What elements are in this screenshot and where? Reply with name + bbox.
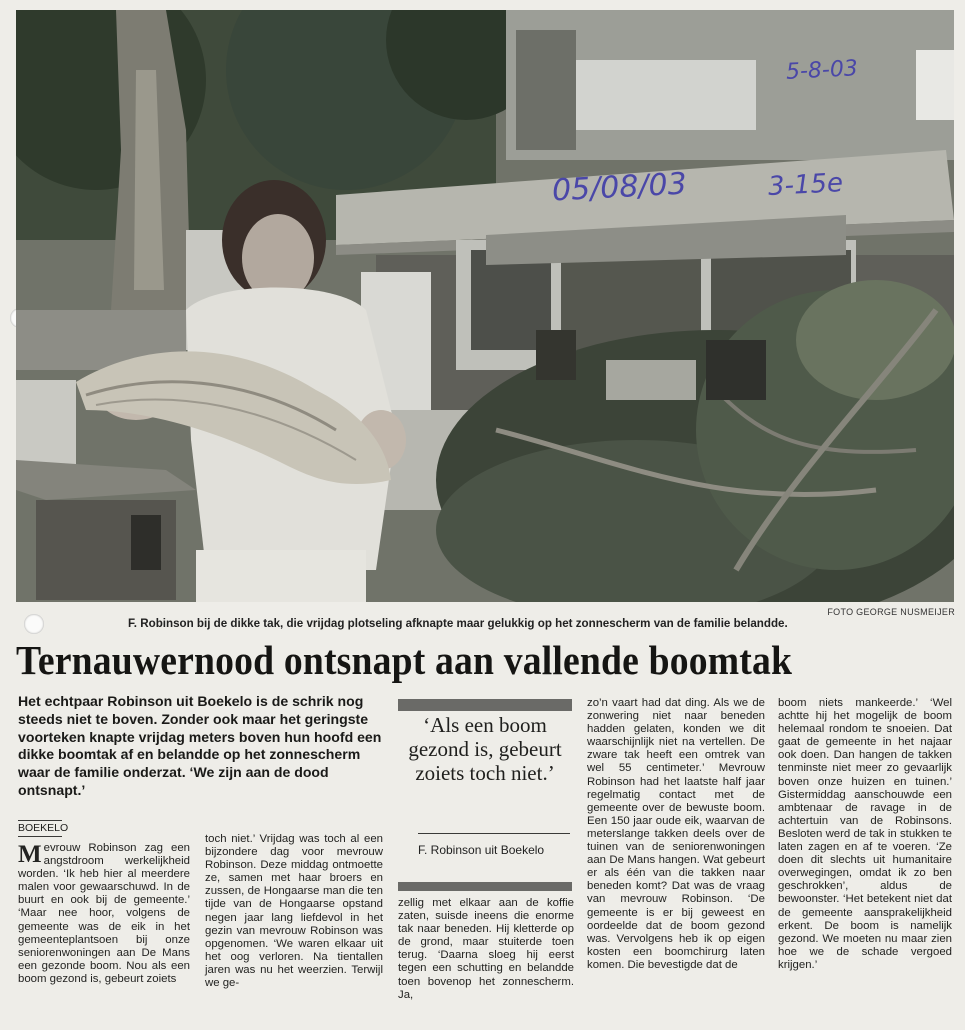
pull-quote-source: F. Robinson uit Boekelo — [418, 843, 545, 857]
article-column-2: toch niet.’ Vrijdag was toch al een bijzondere dag voor mevrouw Robinson. Deze middag ontmoette ze, samen met haar broers en zussen, de Hongaarse man die ten tijde van de Hongaarse opstand negen jaar lang liefdevol in het gezin van mevrouw Robinson was opgenomen. ‘We waren elkaar uit het oog verloren. Na tientallen jaren was nu het weerzien. Terwijl we ge- — [205, 833, 383, 990]
headline: Ternauwernood ontsnapt aan vallende boomtak — [16, 637, 793, 683]
quote-rule — [418, 833, 570, 834]
lead-paragraph: Het echtpaar Robinson uit Boekelo is de schrik nog steeds niet te boven. Zonder ook maar het geringste voorteken knapte vrijdag meters boven hun hoofd een dikke boomtak af en belandde op het zonnescherm waar de familie onderzat. ‘We zijn aan de dood ontsnapt.’ — [18, 693, 382, 798]
dateline: BOEKELO — [18, 822, 69, 834]
article-column-3: zellig met elkaar aan de koffie zaten, suisde ineens die enorme tak naar beneden. Hij kletterde op de grond, maar stuiterde toen terug. ‘Daarna sloeg hij eerst tegen een schutting en belandde toen bovenop het zonnescherm. Ja, — [398, 897, 574, 1001]
handwritten-date: 05/08/03 — [551, 166, 688, 209]
article-photo — [16, 10, 954, 602]
dateline-rule — [18, 820, 62, 821]
dateline-rule — [18, 836, 62, 837]
punch-hole — [24, 614, 44, 634]
handwritten-date-top: 5-8-03 — [785, 56, 859, 85]
article-column-1: Mevrouw Robinson zag een angstdroom werkelijkheid worden. ‘Ik heb hier al meerdere malen voor gewaarschuwd. In de buurt en ook bij de gemeente.’ ‘Maar nee hoor, volgens de gemeente was de eik in het gemeenteplantsoen bij onze seniorenwoningen aan De Mans een gezonde boom. Nou als een boom gezond is, gebeurt zoiets — [18, 841, 190, 985]
drop-cap: M — [18, 841, 42, 868]
handwritten-code: 3-15e — [767, 168, 844, 202]
article-column-5: boom niets mankeerde.’ ‘Wel achtte hij het mogelijk de boom helemaal rondom te snoeien. Dat gaat de gemeente in het najaar ook doen. Dan hangen de takken tenminste niet meer zo gevaarlijk boven onze huizen en tuinen.’ Gistermiddag aanschouwde een ambtenaar de ravage in de achtertuin van de Robinsons. Besloten werd de tak in stukken te laten zagen en af te voeren. ‘Ze doen dit slechts uit humanitaire overwegingen, omdat ik zo ben geschrokken’, aldus de bewoonster. ‘Het betekent niet dat de gemeente aansprakelijkheid erkent. De boom is namelijk gezond. We moeten nu maar zien hoe we de schade vergoed krijgen.’ — [778, 697, 952, 971]
quote-bar — [398, 699, 572, 711]
photo-caption: F. Robinson bij de dikke tak, die vrijdag plotseling afknapte maar gelukkig op het zonnescherm van de familie belandde. — [128, 617, 788, 630]
photo-credit: FOTO GEORGE NUSMEIJER — [827, 607, 955, 617]
quote-bar — [398, 882, 572, 891]
article-column-4: zo’n vaart had dat ding. Als we de zonwering niet naar beneden hadden gelaten, konden we dit waarschijnlijk niet na vertellen. De zware tak heeft een omtrek van wel 55 centimeter.’ Mevrouw Robinson had het laatste half jaar regelmatig contact met de gemeente over de bewuste boom. Een 150 jaar oude eik, waarvan de meterslange takken deels over de tuinen van de seniorenwoningen aan De Mans hangen. Wat gebeurt er als één van die takken naar beneden komt? Dat was de vraag van mevrouw Robinson. ‘De gemeente is er bij geweest en oordeelde dat de boom gezond was. Vervolgens heb ik op eigen kosten een boomchirurg laten komen. Die bevestigde dat de — [587, 697, 765, 971]
pull-quote: ‘Als een boom gezond is, gebeurt zoiets toch niet.’ — [408, 713, 562, 785]
